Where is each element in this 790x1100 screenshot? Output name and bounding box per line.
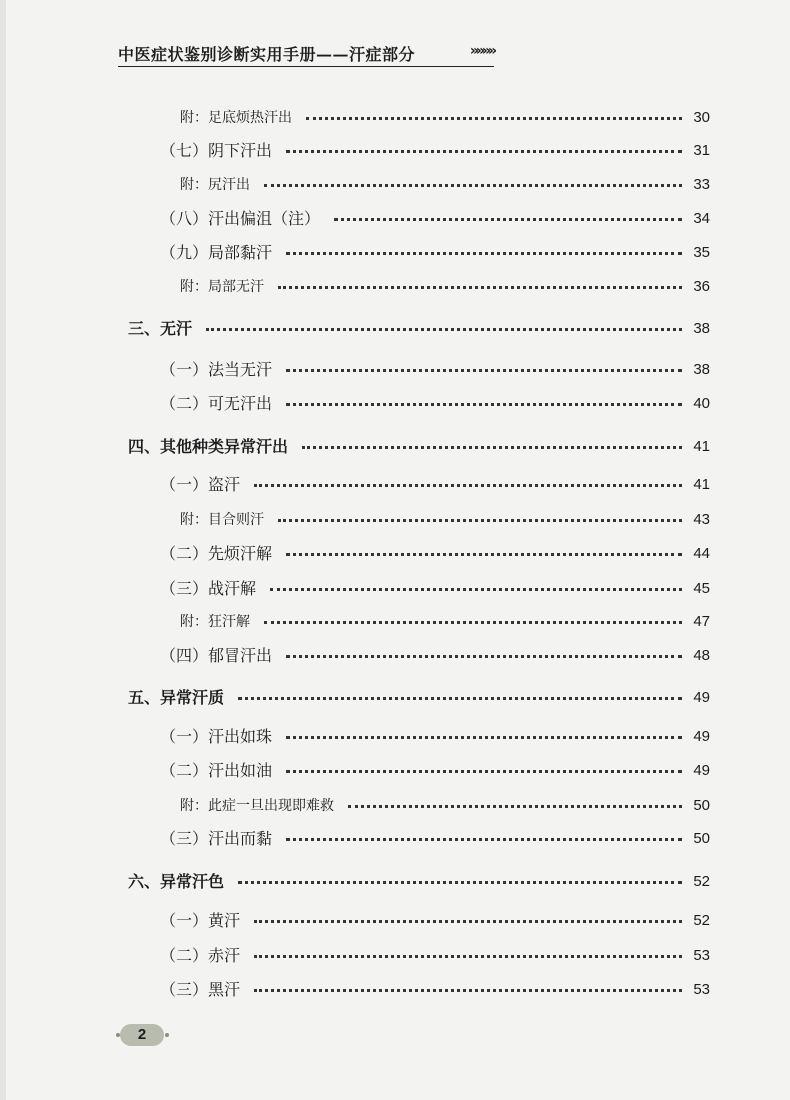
toc-leader-dots [286, 655, 682, 658]
toc-leader-dots [254, 484, 682, 487]
toc-entry-label: 附：局部无汗 [180, 279, 264, 295]
toc-entry[interactable] [0, 316, 790, 342]
toc-entry-page: 50 [693, 797, 710, 814]
toc-leader-dots [306, 117, 682, 120]
toc-entry-page: 31 [693, 142, 710, 159]
toc-leader-dots [348, 805, 682, 808]
toc-entry-label: （一）法当无汗 [160, 360, 273, 379]
badge-dot-right [165, 1033, 169, 1037]
toc-entry-label: （三）黑汗 [160, 980, 241, 999]
toc-entry-page: 53 [693, 947, 710, 964]
toc-entry-label: （二）可无汗出 [160, 394, 273, 413]
toc-entry-label: （三）汗出而黏 [160, 829, 273, 848]
toc-entry-page: 53 [693, 981, 710, 998]
toc-entry-label: （七）阴下汗出 [160, 141, 273, 160]
toc-entry-page: 52 [693, 912, 710, 929]
toc-entry[interactable] [0, 758, 790, 784]
toc-leader-dots [286, 403, 682, 406]
toc-entry[interactable] [0, 357, 790, 383]
toc-entry[interactable] [0, 391, 790, 417]
toc-entry-page: 49 [693, 762, 710, 779]
toc-entry-label: 附：尻汗出 [180, 177, 250, 193]
toc-entry-page: 45 [693, 580, 710, 597]
toc-leader-dots [264, 184, 682, 187]
toc-entry-label: 附：目合则汗 [180, 512, 264, 528]
toc-entry-page: 50 [693, 830, 710, 847]
toc-entry[interactable] [0, 434, 790, 460]
toc-entry-page: 47 [693, 613, 710, 630]
toc-entry-page: 34 [693, 210, 710, 227]
toc-entry-page: 43 [693, 511, 710, 528]
toc-entry-label: 五、异常汗质 [128, 688, 225, 707]
toc-entry-label: 附：足底烦热汗出 [180, 110, 292, 126]
toc-leader-dots [302, 446, 682, 449]
toc-entry[interactable] [0, 240, 790, 266]
toc-entry-label: （二）赤汗 [160, 946, 241, 965]
toc-leader-dots [206, 328, 682, 331]
toc-entry[interactable] [0, 724, 790, 750]
toc-leader-dots [254, 920, 682, 923]
toc-entry-page: 49 [693, 728, 710, 745]
toc-entry[interactable] [0, 172, 790, 198]
header-title: 中医症状鉴别诊断实用手册——汗症部分 [118, 45, 416, 64]
toc-leader-dots [238, 881, 682, 884]
toc-entry[interactable] [0, 643, 790, 669]
toc-entry[interactable] [0, 472, 790, 498]
toc-entry-label: 附：此症一旦出现即难救 [180, 798, 334, 814]
toc-entry-label: （一）黄汗 [160, 911, 241, 930]
toc-leader-dots [286, 736, 682, 739]
toc-entry-page: 30 [693, 109, 710, 126]
toc-entry-label: （四）郁冒汗出 [160, 646, 273, 665]
toc-entry[interactable] [0, 908, 790, 934]
toc-entry[interactable] [0, 507, 790, 533]
toc-entry-page: 44 [693, 545, 710, 562]
toc-leader-dots [286, 770, 682, 773]
toc-leader-dots [278, 519, 682, 522]
toc-leader-dots [334, 218, 682, 221]
toc-entry-label: （一）汗出如珠 [160, 727, 273, 746]
toc-leader-dots [254, 989, 682, 992]
toc-entry-page: 36 [693, 278, 710, 295]
toc-entry[interactable] [0, 609, 790, 635]
toc-entry-page: 41 [693, 476, 710, 493]
toc-leader-dots [264, 621, 682, 624]
toc-entry-label: （二）汗出如油 [160, 761, 273, 780]
toc-entry-label: 四、其他种类异常汗出 [128, 437, 289, 456]
toc-leader-dots [270, 588, 682, 591]
toc-entry[interactable] [0, 274, 790, 300]
toc-entry-page: 38 [693, 361, 710, 378]
toc-entry[interactable] [0, 793, 790, 819]
toc-entry-label: （九）局部黏汗 [160, 243, 273, 262]
toc-leader-dots [286, 553, 682, 556]
toc-entry[interactable] [0, 541, 790, 567]
toc-entry-label: 六、异常汗色 [128, 872, 225, 891]
page-number-badge: 2 [120, 1024, 164, 1046]
toc-entry[interactable] [0, 943, 790, 969]
toc-entry-page: 52 [693, 873, 710, 890]
toc-leader-dots [286, 252, 682, 255]
toc-entry[interactable] [0, 685, 790, 711]
toc-entry-label: （八）汗出偏沮（注） [160, 209, 321, 228]
toc-leader-dots [286, 150, 682, 153]
toc-entry-page: 35 [693, 244, 710, 261]
toc-entry[interactable] [0, 977, 790, 1003]
toc-entry-page: 48 [693, 647, 710, 664]
toc-leader-dots [286, 838, 682, 841]
toc-entry-label: （一）盗汗 [160, 475, 241, 494]
toc-leader-dots [286, 369, 682, 372]
toc-entry[interactable] [0, 826, 790, 852]
toc-entry[interactable] [0, 138, 790, 164]
toc-entry[interactable] [0, 206, 790, 232]
toc-entry-page: 40 [693, 395, 710, 412]
toc-entry[interactable] [0, 869, 790, 895]
toc-entry-label: 附：狂汗解 [180, 614, 250, 630]
toc-entry-page: 41 [693, 438, 710, 455]
toc-leader-dots [238, 697, 682, 700]
toc-entry-label: 三、无汗 [128, 319, 193, 338]
toc-leader-dots [254, 955, 682, 958]
toc-entry-page: 38 [693, 320, 710, 337]
toc-entry[interactable] [0, 105, 790, 131]
toc-entry-label: （二）先烦汗解 [160, 544, 273, 563]
toc-entry-page: 49 [693, 689, 710, 706]
toc-leader-dots [278, 286, 682, 289]
toc-entry-label: （三）战汗解 [160, 579, 257, 598]
header-arrows-icon: »»»» [469, 43, 494, 59]
toc-entry-page: 33 [693, 176, 710, 193]
toc-entry[interactable] [0, 576, 790, 602]
